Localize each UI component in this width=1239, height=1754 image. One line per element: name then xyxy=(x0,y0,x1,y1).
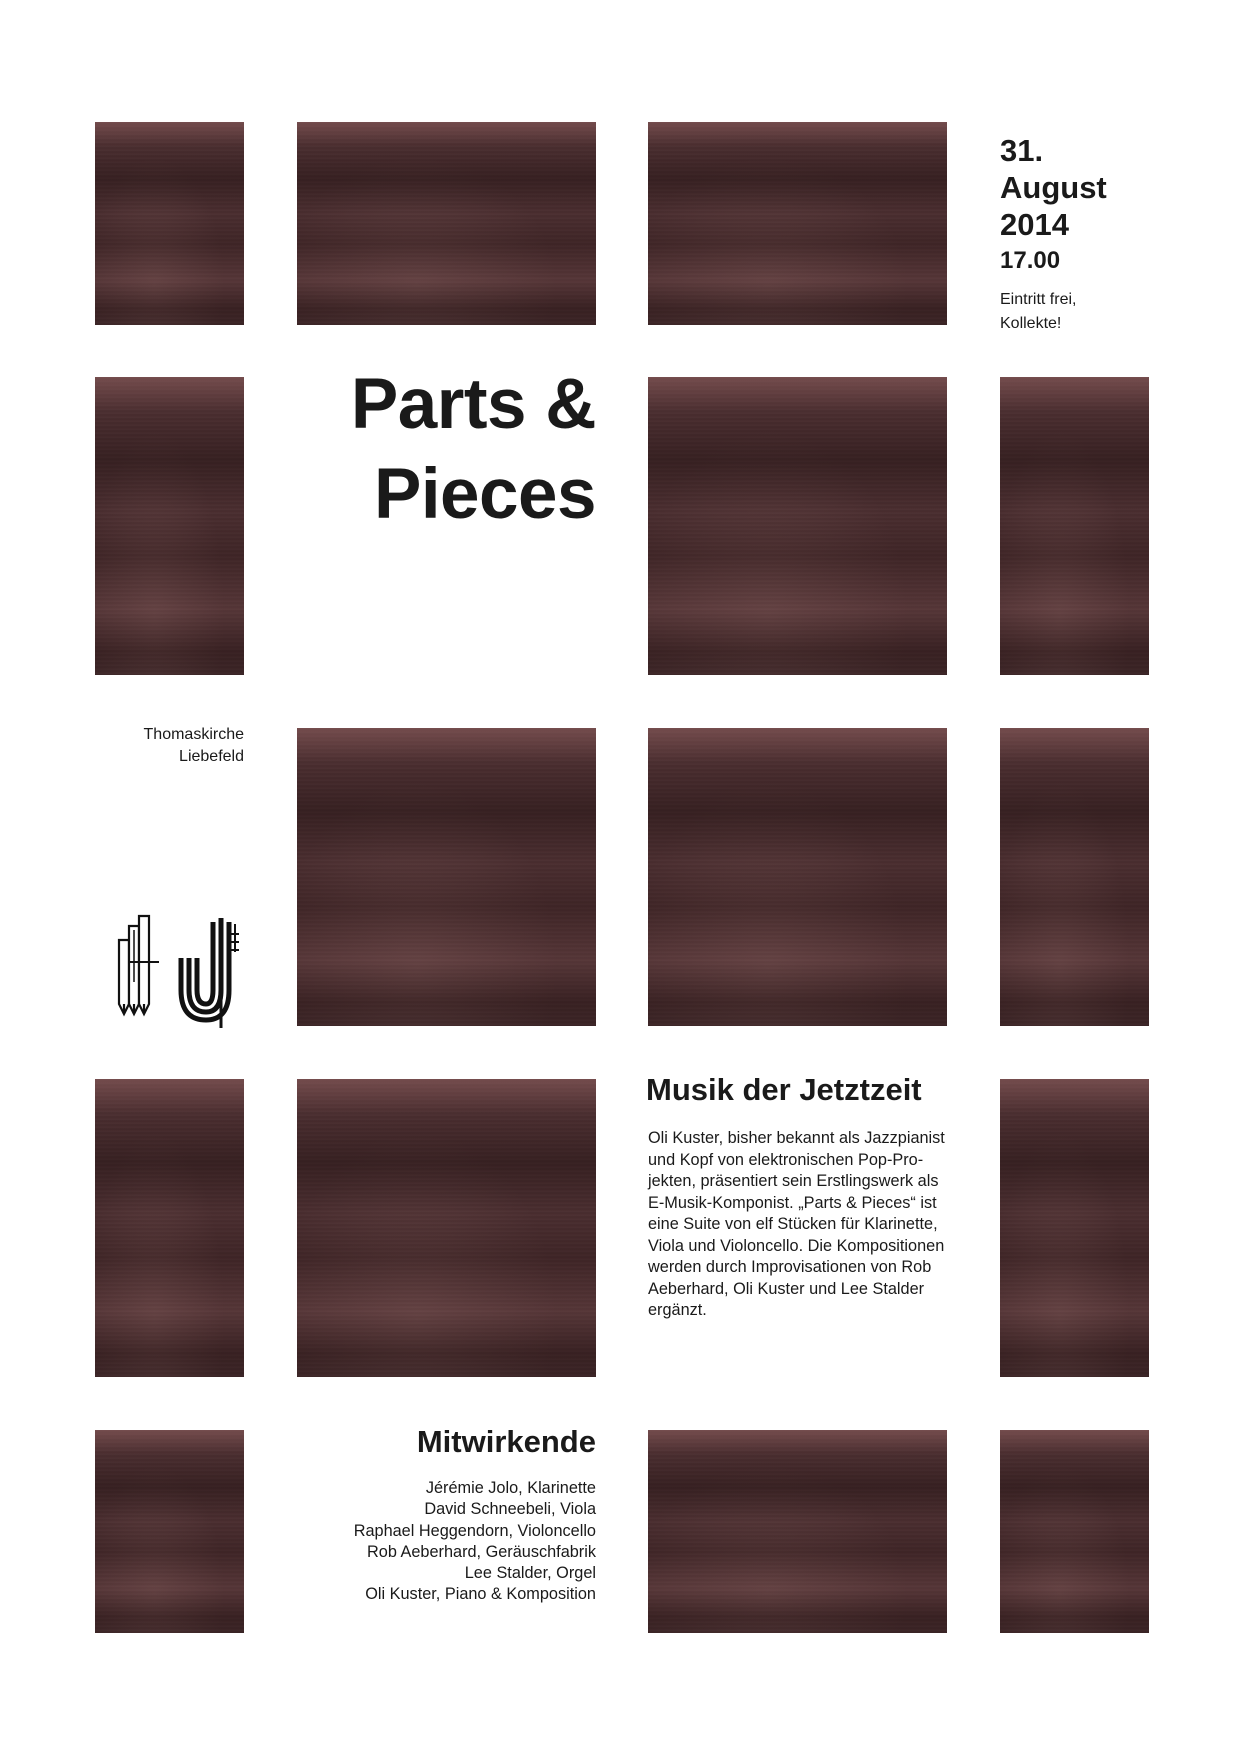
crew-member: David Schneebeli, Viola xyxy=(424,1500,596,1519)
texture-tile xyxy=(297,728,596,1026)
music-line: eine Suite von elf Stücken für Klarinette, xyxy=(648,1215,938,1233)
venue xyxy=(100,724,244,768)
music-description xyxy=(648,1128,948,1322)
event-time: 17.00 xyxy=(1000,247,1061,274)
venue-line-1: Thomaskirche xyxy=(143,726,244,743)
texture-tile xyxy=(1000,728,1149,1026)
crew-member: Rob Aeberhard, Geräuschfabrik xyxy=(367,1542,596,1561)
texture-tile xyxy=(95,1079,244,1377)
organ-logo-icon xyxy=(115,912,247,1030)
date-month: August xyxy=(1000,170,1107,205)
music-line: Oli Kuster, bisher bekannt als Jazzpianist xyxy=(648,1129,945,1147)
texture-tile xyxy=(1000,1079,1149,1377)
crew-member: Jérémie Jolo, Klarinette xyxy=(425,1479,596,1497)
crew-heading: Mitwirkende xyxy=(416,1424,596,1459)
date-day: 31. xyxy=(1000,133,1044,168)
texture-tile xyxy=(648,728,947,1026)
texture-tile xyxy=(297,1079,596,1377)
music-heading: Musik der Jetztzeit xyxy=(646,1072,922,1107)
crew-list xyxy=(300,1478,596,1606)
texture-tile xyxy=(648,122,947,325)
entry-line-2: Kollekte! xyxy=(1000,315,1062,332)
poster-title xyxy=(300,360,596,540)
crew-member: Raphael Heggendorn, Violoncello xyxy=(353,1521,596,1540)
music-line: ergänzt. xyxy=(648,1301,707,1319)
event-date xyxy=(1000,132,1107,279)
crew-member: Oli Kuster, Piano & Komposition xyxy=(365,1585,596,1604)
texture-tile xyxy=(95,1430,244,1633)
texture-tile xyxy=(95,122,244,325)
music-line: werden durch Improvisationen von Rob xyxy=(648,1258,932,1276)
texture-tile xyxy=(648,377,947,675)
music-line: E-Musik-Komponist. „Parts & Pieces“ ist xyxy=(648,1193,937,1212)
entry-line-1: Eintritt frei, xyxy=(1000,291,1077,308)
venue-line-2: Liebefeld xyxy=(179,748,244,765)
texture-tile xyxy=(95,377,244,675)
texture-tile xyxy=(648,1430,947,1633)
music-line: Viola und Violoncello. Die Kompositionen xyxy=(648,1236,945,1255)
music-line: Aeberhard, Oli Kuster und Lee Stalder xyxy=(648,1279,925,1298)
crew-member: Lee Stalder, Orgel xyxy=(464,1564,596,1583)
texture-tile xyxy=(1000,1430,1149,1633)
texture-tile xyxy=(297,122,596,325)
music-line: jekten, präsentiert sein Erstlingswerk als xyxy=(648,1172,939,1190)
texture-tile xyxy=(1000,377,1149,675)
entry-note xyxy=(1000,288,1076,336)
music-line: und Kopf von elektronischen Pop-Pro- xyxy=(648,1150,924,1169)
title-line-2: Pieces xyxy=(373,455,596,534)
title-line-1: Parts & xyxy=(350,365,596,444)
date-year: 2014 xyxy=(1000,207,1069,242)
